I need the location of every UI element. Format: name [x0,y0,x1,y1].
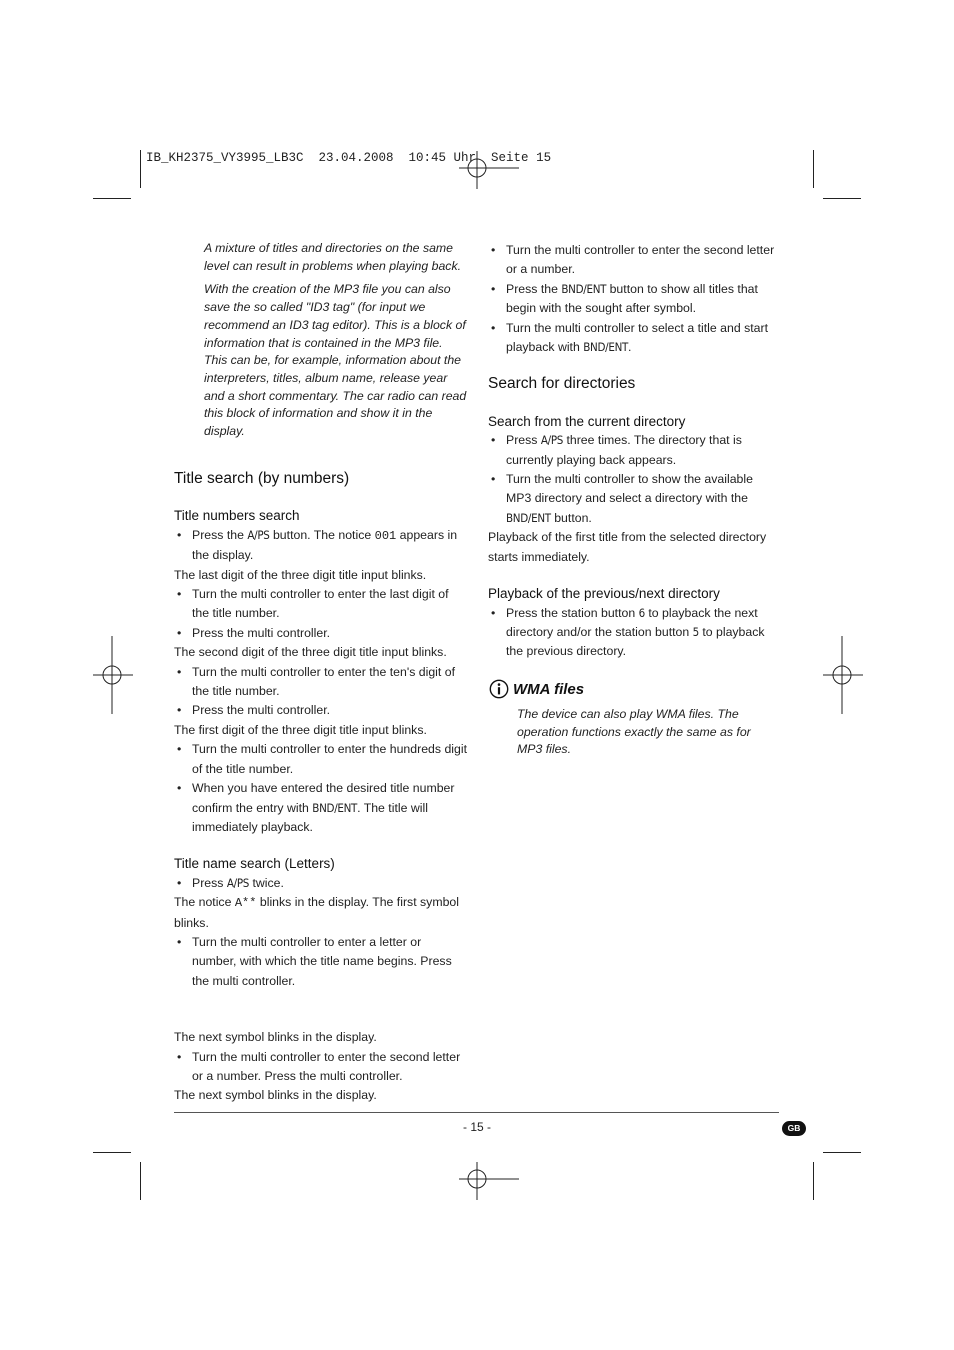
wma-text: The device can also play WMA files. The operation functions exactly the same as for MP3 files. [517,707,751,757]
key-label: 6 [638,605,645,620]
list-item: • Turn the multi controller to enter the last digit of the title number. [174,585,469,624]
registration-mark-icon [459,1162,519,1202]
body-line: The next symbol blinks in the display. [174,1030,377,1045]
section-search-directories: Search for directories [488,375,636,393]
name-steps-a [174,874,469,893]
registration-mark-icon [459,151,519,191]
wma-title: WMA files [513,680,585,698]
body-line: Playback of the first title from the selected directory starts immediately. [488,530,767,564]
crop-mark [140,150,141,188]
crop-mark [823,1152,861,1153]
name-steps-c [174,1048,469,1087]
numbers-steps-c [174,663,469,721]
key-label: A/PS [247,527,270,542]
list-item: • Press the station button 6 to playback the next directory and/or the station button 5 to playback the previous directory. [488,604,780,662]
subheading-title-numbers: Title numbers search [174,508,300,524]
mp3-notes [204,240,467,447]
crop-mark [813,150,814,188]
crop-mark [140,1162,141,1200]
page-number: - 15 - [462,1120,491,1134]
body-line: The next symbol blinks in the display. [174,1088,377,1103]
crop-mark [93,198,131,199]
numbers-steps-d [174,740,469,837]
subheading-title-name: Title name search (Letters) [174,856,335,872]
list-item: • Press A/PS twice. [174,874,469,893]
list-item: • When you have entered the desired title number confirm the entry with BND/ENT. The title will immediately playback. [174,779,469,837]
registration-mark-icon [823,636,863,714]
crop-mark [813,1162,814,1200]
list-item: • Press the BND/ENT button to show all titles that begin with the sought after symbol. [488,280,780,319]
info-icon [489,679,509,699]
note-mixture: A mixture of titles and directories on the same level can result in problems when playing back. [204,241,462,273]
crop-mark [93,1152,131,1153]
display-code: A** [234,896,257,911]
numbers-steps-b [174,585,469,643]
key-label: BND/ENT [312,800,358,815]
list-item: • Turn the multi controller to enter a letter or number, with which the title name begins. Press the multi controller. [174,933,469,991]
list-item: • Press the A/PS button. The notice 001 appears in the display. [174,526,469,566]
language-badge: GB [782,1121,806,1136]
body-line: The last digit of the three digit title input blinks. [174,567,427,582]
right-column [488,241,780,662]
key-label: BND/ENT [561,281,607,296]
key-label: BND/ENT [583,340,629,355]
list-item: • Press the multi controller. [174,624,469,643]
subheading-prev-next-directory: Playback of the previous/next directory [488,586,720,602]
wma-heading [489,679,584,699]
key-label: 5 [692,624,699,639]
list-item: • Press the multi controller. [174,701,469,720]
left-column [174,469,469,1106]
list-item: • Turn the multi controller to select a title and start playback with BND/ENT. [488,319,780,358]
list-item: • Turn the multi controller to show the available MP3 directory and select a directory with the BND/ENT button. [488,470,780,528]
list-item: • Press A/PS three times. The directory that is currently playing back appears. [488,431,780,470]
print-slug: IB_KH2375_VY3995_LB3C 23.04.2008 10:45 Uhr Seite 15 [146,151,552,165]
prev-next-steps [488,604,780,662]
body-line: The notice A** blinks in the display. The first symbol blinks. [174,895,459,930]
key-label: A/PS [226,875,250,890]
display-code: 001 [374,528,397,543]
list-item: • Turn the multi controller to enter the hundreds digit of the title number. [174,740,469,779]
numbers-steps-a [174,526,469,566]
name-steps-continued [488,241,780,357]
crop-mark [823,198,861,199]
section-title-search: Title search (by numbers) [174,470,350,487]
key-label: A/PS [540,433,564,448]
list-item: • Turn the multi controller to enter the second letter or a number. Press the multi controller. [174,1048,469,1087]
list-item: • Turn the multi controller to enter the second letter or a number. [488,241,780,280]
registration-mark-icon [93,636,133,714]
body-line: The second digit of the three digit title input blinks. [174,645,447,660]
name-steps-b [174,933,469,991]
subheading-current-directory: Search from the current directory [488,413,686,429]
directory-steps [488,431,780,528]
key-label: BND/ENT [506,510,551,525]
list-item: • Turn the multi controller to enter the ten's digit of the title number. [174,663,469,702]
note-id3-tag: With the creation of the MP3 file you can also save the so called "ID3 tag" (for input we recommend an ID3 tag editor). This is a block of information that is contained in the MP3 file. This can be, for example, information about the interpreters, titles, album name, release year and a short commentary. The car radio can read this block of information and show it in the display. [204,282,467,439]
body-line: The first digit of the three digit title input blinks. [174,722,427,737]
footer-rule [174,1112,779,1113]
